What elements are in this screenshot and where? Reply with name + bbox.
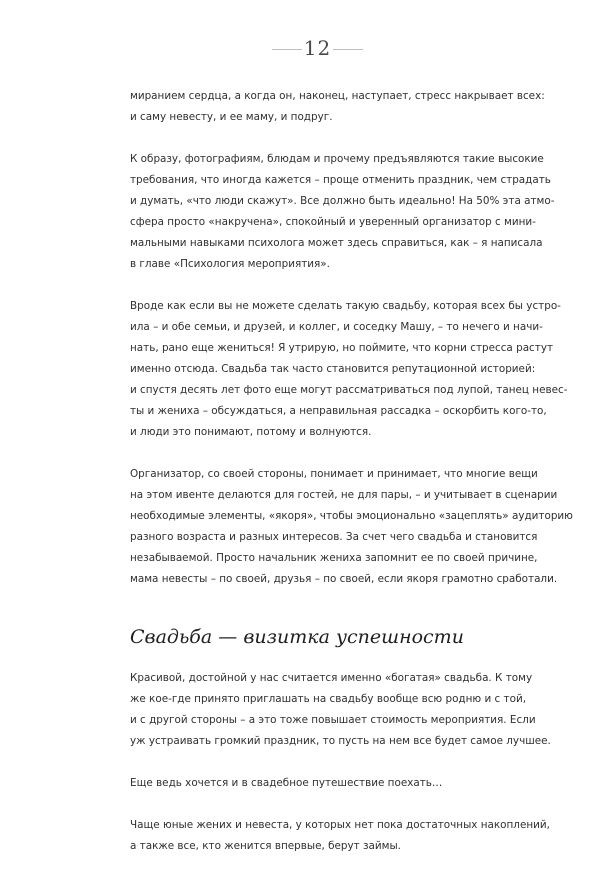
text-line: нать, рано еще жениться! Я утрирую, но поймите, что корни стресса растут: [130, 342, 554, 354]
paragraph: [130, 815, 550, 857]
text-line: необходимые элементы, «якоря», чтобы эмоционально «зацеплять» аудиторию: [130, 510, 573, 522]
page-header: [0, 36, 600, 60]
text-line: миранием сердца, а когда он, наконец, наступает, стресс накрывает всех:: [130, 90, 545, 102]
text-line: а также все, кто женится впервые, берут займы.: [130, 840, 401, 852]
text-line: Чаще юные жених и невеста, у которых нет пока достаточных накоплений,: [130, 819, 550, 831]
body-text: [130, 86, 573, 878]
page-number: 12: [303, 36, 332, 60]
text-line: требования, что иногда кажется – проще отменить праздник, чем страдать: [130, 174, 551, 186]
text-line: Организатор, со своей стороны, понимает и принимает, что многие вещи: [130, 468, 538, 480]
text-line: незабываемой. Просто начальник жениха запомнит ее по своей причине,: [130, 552, 538, 564]
text-line: мама невесты – по своей, друзья – по своей, если якоря грамотно сработали.: [130, 573, 558, 585]
text-line: и саму невесту, и ее маму, и подруг.: [130, 111, 333, 123]
text-line: и с другой стороны – а это тоже повышает стоимость мероприятия. Если: [130, 714, 536, 726]
paragraph: [130, 773, 470, 794]
header-rule-right: [333, 49, 363, 50]
paragraph: [130, 464, 573, 590]
text-line: же кое-где принято приглашать на свадьбу вообще всю родню и с той,: [130, 693, 527, 705]
text-line: и спустя десять лет фото еще могут рассматриваться под лупой, танец невес-: [130, 384, 568, 396]
text-line: ила – и обе семьи, и друзей, и коллег, и соседку Машу, – то нечего и начи-: [130, 321, 543, 333]
section-heading: Свадьба — визитка успешности: [130, 626, 464, 648]
text-line: Еще ведь хочется и в свадебное путешествие поехать…: [130, 777, 443, 789]
text-line: мальными навыками психолога может здесь справиться, как – я написала: [130, 237, 543, 249]
text-line: разного возраста и разных интересов. За счет чего свадьба и становится: [130, 531, 538, 543]
paragraph: [130, 86, 545, 128]
text-line: уж устраивать громкий праздник, то пусть на нем все будет самое лучшее.: [130, 735, 551, 747]
paragraph: [130, 149, 555, 275]
text-line: в главе «Психология мероприятия».: [130, 258, 330, 270]
text-line: К образу, фотографиям, блюдам и прочему предъявляются такие высокие: [130, 153, 544, 165]
paragraphs-top: [130, 86, 573, 590]
paragraphs-bottom: [130, 668, 551, 857]
text-line: и думать, «что люди скажут». Все должно быть идеально! На 50% эта атмо-: [130, 195, 555, 207]
text-line: ты и жениха – обсуждаться, а неправильная рассадка – оскорбить кого-то,: [130, 405, 547, 417]
paragraph: [130, 296, 568, 443]
text-line: Вроде как если вы не можете сделать такую свадьбу, которая всех бы устро-: [130, 300, 561, 312]
text-line: и люди это понимают, потому и волнуются.: [130, 426, 372, 438]
text-line: Красивой, достойной у нас считается именно «богатая» свадьба. К тому: [130, 672, 533, 684]
paragraph: [130, 668, 551, 752]
text-line: сфера просто «накручена», спокойный и уверенный организатор с мини-: [130, 216, 536, 228]
text-line: на этом ивенте делаются для гостей, не для пары, – и учитывает в сценарии: [130, 489, 558, 501]
text-line: именно отсюда. Свадьба так часто становится репутационной историей:: [130, 363, 536, 375]
header-rule-left: [272, 49, 302, 50]
